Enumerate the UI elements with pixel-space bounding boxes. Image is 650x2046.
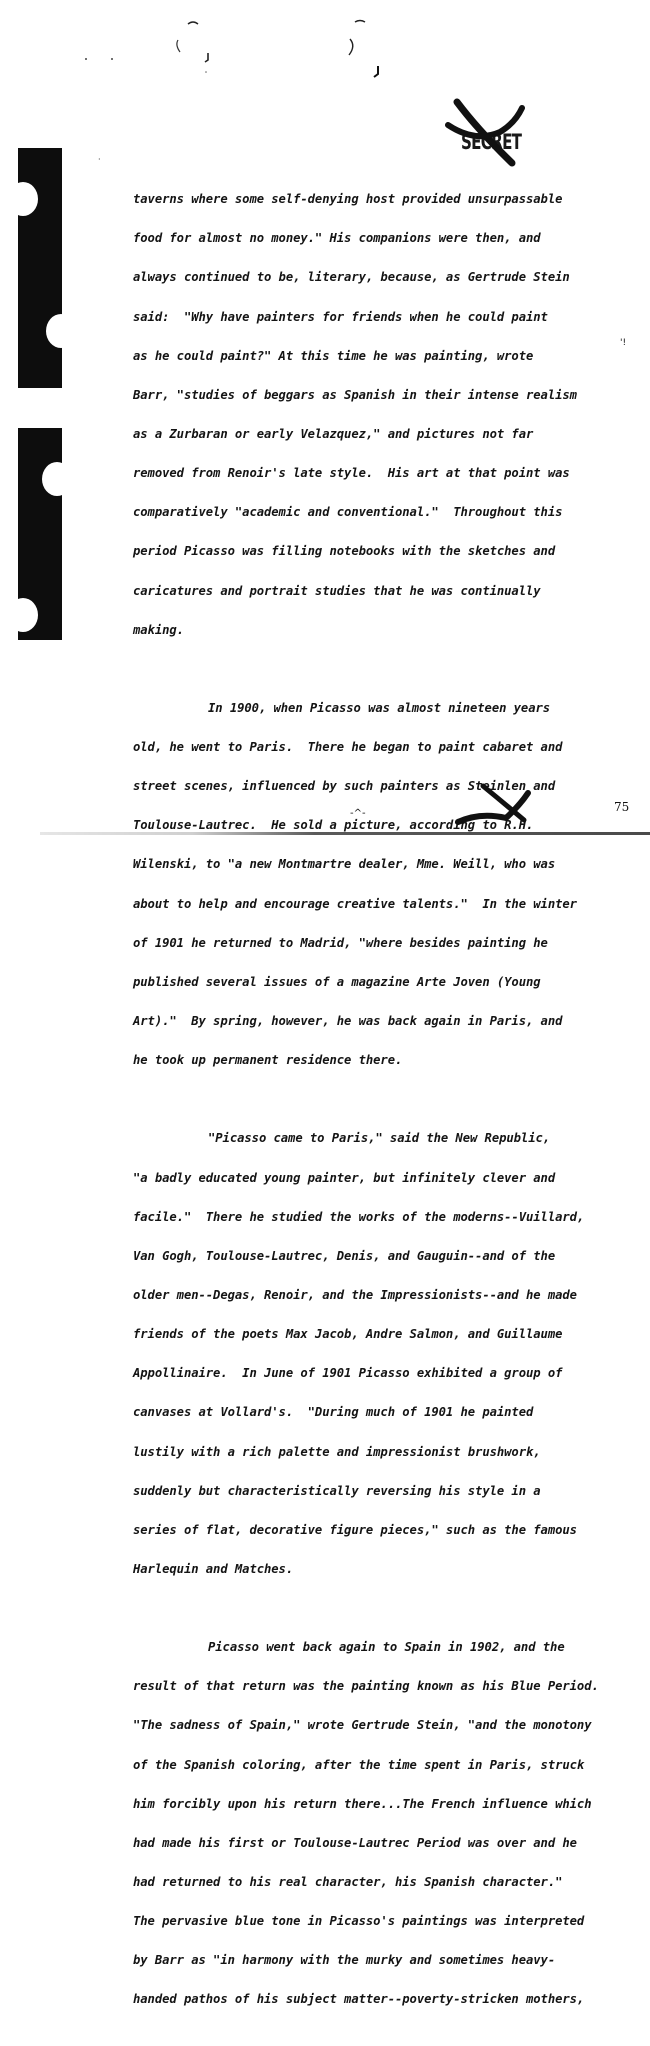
text-line: always continued to be, literary, because, as Gertrude Stein	[133, 270, 570, 285]
text-line: by Barr as "in harmony with the murky and sometimes heavy-	[133, 1953, 556, 1968]
text-line: of the Spanish coloring, after the time spent in Paris, struck	[133, 1757, 585, 1772]
text-line: as a Zurbaran or early Velazquez," and pictures not far	[133, 426, 534, 441]
text-line: series of flat, decorative figure pieces," such as the famous	[133, 1522, 577, 1537]
text-line: older men--Degas, Renoir, and the Impressionists--and he made	[133, 1287, 577, 1302]
text-line: Barr, "studies of beggars as Spanish in their intense realism	[133, 387, 577, 402]
text-line: Art)." By spring, however, he was back again in Paris, and	[133, 1014, 563, 1028]
text-line: period Picasso was filling notebooks with the sketches and	[133, 544, 556, 559]
text-line: him forcibly upon his return there...The French influence which	[133, 1796, 592, 1811]
text-line: making.	[133, 622, 184, 637]
text-line: Toulouse-Lautrec. He sold a picture, according to R.H.	[133, 818, 534, 833]
margin-mark: '!	[620, 338, 627, 348]
text-line: Appollinaire. In June of 1901 Picasso exhibited a group of	[133, 1366, 563, 1381]
text-line: street scenes, influenced by such painters as Steinlen and	[133, 779, 556, 794]
text-line: result of that return was the painting known as his Blue Period.	[133, 1679, 599, 1694]
paragraph-4	[133, 1615, 613, 2033]
footer-center-mark: -^-	[350, 808, 366, 819]
text-line: published several issues of a magazine Arte Joven (Young	[133, 974, 541, 989]
text-line: facile." There he studied the works of the moderns--Vuillard,	[133, 1209, 585, 1224]
text-line: caricatures and portrait studies that he was continually	[133, 583, 541, 598]
text-line: removed from Renoir's late style. His art at that point was	[133, 466, 570, 481]
page-number: 75	[614, 800, 630, 814]
text-line: handed pathos of his subject matter--poverty-stricken mothers,	[133, 1992, 585, 2007]
text-line: Harlequin and Matches.	[133, 1561, 294, 1576]
text-line: lustily with a rich palette and impressionist brushwork,	[133, 1444, 541, 1459]
text-line: Wilenski, to "a new Montmartre dealer, Mme. Weill, who was	[133, 857, 556, 872]
paragraph-3	[133, 1106, 613, 1602]
text-line: food for almost no money." His companions were then, and	[133, 231, 541, 246]
text-line: as he could paint?" At this time he was painting, wrote	[133, 348, 534, 363]
text-line: friends of the poets Max Jacob, Andre Salmon, and Guillaume	[133, 1327, 563, 1342]
text-line: The pervasive blue tone in Picasso's paintings was interpreted	[133, 1914, 585, 1929]
text-line: suddenly but characteristically reversing his style in a	[133, 1483, 541, 1498]
text-line: "The sadness of Spain," wrote Gertrude Stein, "and the monotony	[133, 1718, 592, 1733]
text-line: "Picasso came to Paris," said the New Republic,	[208, 1131, 551, 1146]
text-line: old, he went to Paris. There he began to paint cabaret and	[133, 740, 563, 755]
margin-dot: ·	[98, 155, 101, 164]
text-line: "a badly educated young painter, but infinitely clever and	[133, 1170, 556, 1185]
text-line: canvases at Vollard's. "During much of 1901 he painted	[133, 1405, 534, 1420]
text-line: of 1901 he returned to Madrid, "where besides painting he	[133, 935, 548, 950]
text-line: In 1900, when Picasso was almost nineteen years	[208, 700, 551, 715]
text-line: about to help and encourage creative talents." In the winter	[133, 896, 577, 911]
text-line: had returned to his real character, his Spanish character."	[133, 1875, 563, 1889]
text-line: he took up permanent residence there.	[133, 1053, 403, 1068]
page-bottom-edge	[40, 832, 650, 835]
text-line: said: "Why have painters for friends when he could paint	[133, 309, 548, 324]
text-line: Picasso went back again to Spain in 1902, and the	[208, 1640, 565, 1655]
cross-out-mark-bottom	[0, 0, 650, 839]
text-line: had made his first or Toulouse-Lautrec Period was over and he	[133, 1835, 577, 1850]
classification-stamp: SECRET	[461, 130, 522, 154]
text-line: taverns where some self-denying host provided unsurpassable	[133, 192, 563, 207]
text-line: comparatively "academic and conventional." Throughout this	[133, 505, 563, 520]
text-line: Van Gogh, Toulouse-Lautrec, Denis, and Gauguin--and of the	[133, 1248, 556, 1263]
